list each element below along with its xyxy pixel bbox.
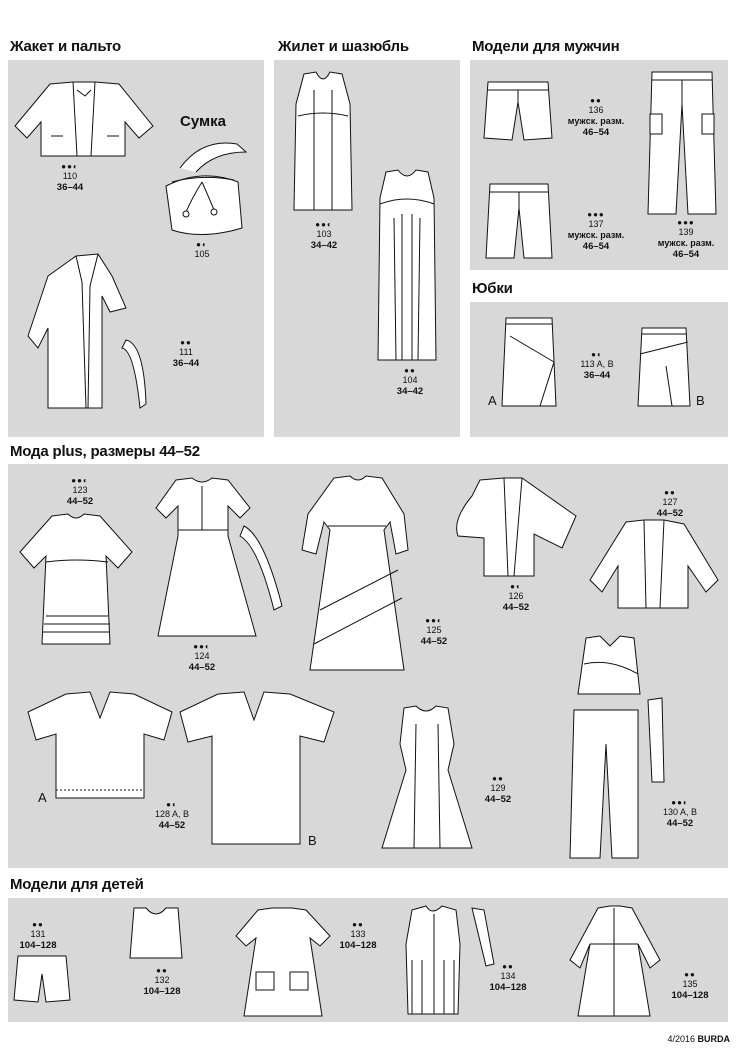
model-number: 104: [402, 375, 418, 385]
difficulty-dots: ●●◐: [425, 616, 443, 625]
difficulty-dots: ●●●: [587, 210, 605, 219]
size-range: 104–128: [143, 986, 181, 997]
model-number: 136: [588, 105, 604, 115]
difficulty-dots: ●●●: [677, 218, 695, 227]
difficulty-dots: ●●: [180, 338, 192, 347]
jacket-127-sketch: [588, 518, 720, 610]
size-range: 44–52: [484, 794, 512, 805]
model-label-105: [194, 240, 209, 260]
size-range: 36–44: [583, 370, 611, 381]
brand-name: BURDA: [697, 1034, 730, 1044]
mens-size-label: мужск. разм.: [657, 238, 715, 248]
dress-133-sketch: [232, 906, 334, 1018]
size-range: 44–52: [158, 820, 186, 831]
difficulty-dots: ●◐: [196, 240, 208, 249]
top-132-sketch: [124, 906, 188, 960]
trousers-139-sketch: [646, 70, 718, 216]
size-range: 104–128: [671, 990, 709, 1001]
size-range: 46–54: [582, 127, 610, 138]
model-number: 139: [678, 227, 694, 237]
section-title-plus: Мода plus, размеры 44–52: [10, 443, 200, 460]
mens-size-label: мужск. разм.: [567, 116, 625, 126]
model-label-132: [144, 966, 181, 997]
model-label-103: [311, 220, 337, 251]
difficulty-dots: ●◐: [591, 350, 603, 359]
model-label-135: [672, 970, 709, 1001]
difficulty-dots: ●●: [664, 488, 676, 497]
issue-number: 4/2016: [667, 1034, 695, 1044]
difficulty-dots: ●●: [492, 774, 504, 783]
model-label-127: [657, 488, 683, 519]
model-label-126: [503, 582, 529, 613]
difficulty-dots: ●●◐: [671, 798, 689, 807]
model-number: 124: [194, 651, 210, 661]
dress-134-sketch: [402, 904, 498, 1016]
model-label-113: [580, 350, 613, 381]
model-label-110: [57, 162, 83, 193]
model-label-129: [485, 774, 511, 805]
difficulty-dots: ●◐: [510, 582, 522, 591]
size-range: 34–42: [396, 386, 424, 397]
difficulty-dots: ●●: [156, 966, 168, 975]
tunic-128a-sketch: [26, 690, 174, 802]
size-range: 44–52: [420, 636, 448, 647]
model-label-137: [568, 210, 624, 252]
model-label-128: [155, 800, 189, 831]
bag-title: Сумка: [180, 113, 226, 130]
dress-129-sketch: [380, 704, 474, 850]
tunic-128b-sketch: [178, 690, 338, 846]
section-title-skirts: Юбки: [472, 280, 513, 297]
skirt-113b-sketch: [636, 326, 692, 408]
section-title-jackets: Жакет и пальто: [10, 38, 121, 55]
shorts-137-sketch: [486, 182, 552, 260]
section-title-vests: Жилет и шазюбль: [278, 38, 409, 55]
difficulty-dots: ●●: [684, 970, 696, 979]
size-range: 36–44: [56, 182, 84, 193]
model-number: 130 A, B: [662, 807, 698, 817]
size-range: 34–42: [310, 240, 338, 251]
difficulty-dots: ●●: [502, 962, 514, 971]
model-number: 127: [662, 497, 678, 507]
size-range: 36–44: [172, 358, 200, 369]
model-label-125: [421, 616, 447, 647]
model-label-133: [340, 920, 377, 951]
model-number: 113 A, B: [580, 359, 614, 369]
model-label-136: [568, 96, 624, 138]
size-range: 44–52: [502, 602, 530, 613]
model-number: 105: [194, 249, 210, 259]
model-number: 126: [508, 591, 524, 601]
variant-letter-b: B: [696, 393, 705, 408]
bag-105-sketch: [162, 138, 252, 238]
model-label-131: [20, 920, 57, 951]
mens-size-label: мужск. разм.: [567, 230, 625, 240]
size-range: 46–54: [582, 241, 610, 252]
shorts-131-sketch: [14, 954, 70, 1004]
size-range: 104–128: [19, 940, 57, 951]
model-number: 132: [154, 975, 170, 985]
difficulty-dots: ●●◐: [193, 642, 211, 651]
difficulty-dots: ●●◐: [71, 476, 89, 485]
model-number: 111: [179, 347, 193, 357]
model-label-123: [67, 476, 93, 507]
variant-letter-b: B: [308, 833, 317, 848]
variant-letter-a: A: [488, 393, 497, 408]
dress-124-sketch: [146, 476, 296, 640]
model-label-134: [490, 962, 527, 993]
size-range: 104–128: [489, 982, 527, 993]
model-label-111: [173, 338, 199, 369]
model-label-130: [663, 798, 697, 829]
size-range: 44–52: [656, 508, 684, 519]
dress-123-sketch: [18, 512, 134, 646]
size-range: 46–54: [672, 249, 700, 260]
model-label-104: [397, 366, 423, 397]
difficulty-dots: ●●◐: [315, 220, 333, 229]
skirt-113a-sketch: [500, 316, 558, 408]
size-range: 44–52: [66, 496, 94, 507]
model-number: 123: [72, 485, 88, 495]
jacket-110-sketch: [15, 80, 155, 160]
model-label-124: [189, 642, 215, 673]
difficulty-dots: ●●: [590, 96, 602, 105]
page-footer: [667, 1034, 730, 1044]
variant-letter-a: A: [38, 790, 47, 805]
vest-103-sketch: [290, 70, 356, 212]
model-number: 110: [62, 171, 78, 181]
model-number: 133: [350, 929, 366, 939]
dress-135-sketch: [564, 904, 668, 1018]
difficulty-dots: ●●: [352, 920, 364, 929]
model-number: 135: [682, 979, 698, 989]
size-range: 44–52: [188, 662, 216, 673]
dress-104-sketch: [372, 168, 442, 362]
difficulty-dots: ●●◐: [61, 162, 79, 171]
model-label-139: [658, 218, 714, 260]
section-title-kids: Модели для детей: [10, 876, 144, 893]
model-number: 103: [316, 229, 332, 239]
size-range: 104–128: [339, 940, 377, 951]
dress-125-sketch: [300, 474, 412, 674]
model-number: 128 A, B: [154, 809, 190, 819]
model-number: 131: [30, 929, 46, 939]
difficulty-dots: ●●: [404, 366, 416, 375]
model-number: 134: [500, 971, 516, 981]
size-range: 44–52: [666, 818, 694, 829]
model-number: 129: [490, 783, 506, 793]
shorts-136-sketch: [484, 80, 552, 142]
difficulty-dots: ●●: [32, 920, 44, 929]
difficulty-dots: ●◐: [166, 800, 178, 809]
model-number: 125: [426, 625, 442, 635]
coat-111-sketch: [28, 252, 163, 410]
model-number: 137: [588, 219, 604, 229]
set-130-sketch: [566, 634, 678, 860]
jacket-126-sketch: [452, 476, 578, 580]
section-title-men: Модели для мужчин: [472, 38, 620, 55]
